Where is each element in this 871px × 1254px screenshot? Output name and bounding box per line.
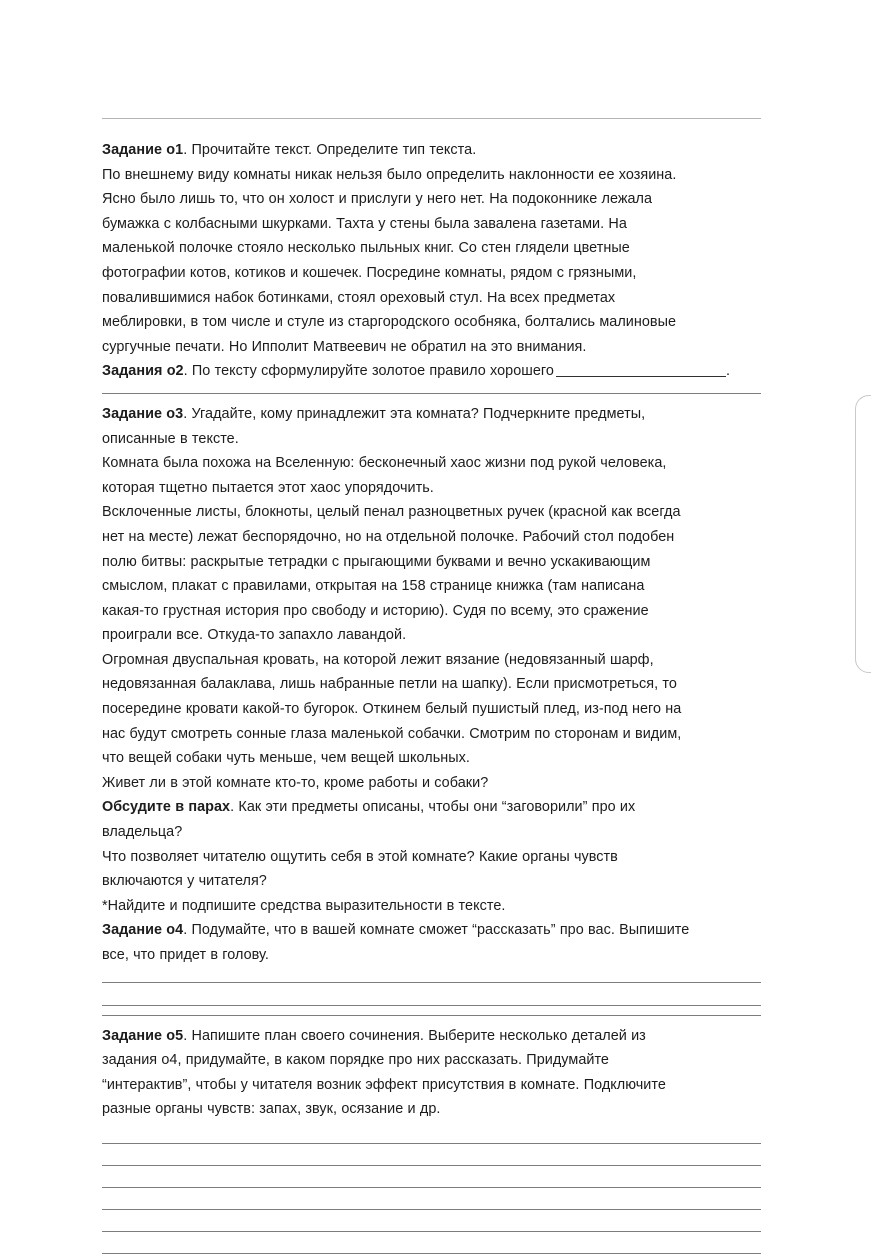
task-3-body-line: полю битвы: раскрытые тетрадки с прыгающими буквами и вечно ускакивающим [102, 553, 651, 570]
task-4-answer-lines [102, 982, 761, 1006]
task-3-body-line: недовязанная балаклава, лишь набранные петли на шапку). Если присмотреться, то [102, 676, 677, 693]
task-1-body-line: маленькой полочке стояло несколько пыльных книг. Со стен глядели цветные [102, 240, 630, 257]
task-3-body-line: которая тщетно пытается этот хаос упорядочить. [102, 479, 434, 496]
task-3-block [102, 402, 761, 796]
task-2-answer-blank[interactable] [556, 376, 726, 377]
task-2-blank-suffix: . [725, 363, 731, 380]
answer-line[interactable] [102, 1143, 761, 1144]
task-1-body-line: бумажка с колбасными шкурками. Тахта у стены была завалена газетами. На [102, 215, 627, 232]
discuss-body-line: *Найдите и подпишите средства выразительности в тексте. [102, 897, 506, 914]
task-2-block [102, 359, 761, 384]
task-1-heading-rest: . Прочитайте текст. Определите тип текста. [183, 142, 477, 158]
task-3-body-line: посередине кровати какой-то бугорок. Откинем белый пушистый плед, из-под него на [102, 701, 682, 718]
task-1-body-line: меблировки, в том числе и стуле из старгородского особняка, болтались малиновые [102, 314, 677, 331]
task-3-body-line: Огромная двуспальная кровать, на которой лежит вязание (недовязанный шарф, [102, 651, 654, 668]
task-3-body-line: нас будут смотреть сонные глаза маленькой собачки. Смотрим по сторонам и видим, [102, 725, 682, 742]
answer-line[interactable] [102, 982, 761, 983]
answer-line[interactable] [102, 1005, 761, 1006]
discuss-block [102, 795, 761, 918]
discuss-heading: Обсудите в парах [102, 799, 231, 816]
task-1-heading: Задание о1 [102, 142, 184, 158]
task-1-block [102, 138, 761, 359]
task-1-body-line: сургучные печати. Но Ипполит Матвеевич не обратил на это внимания. [102, 338, 587, 355]
task-3-heading-rest: . Угадайте, кому принадлежит эта комната? Подчеркните предметы, [183, 405, 646, 422]
task-5-heading-line [102, 1024, 761, 1049]
discuss-heading-rest: . Как эти предметы описаны, чтобы они “заговорили” про их [230, 799, 636, 816]
task-3-body-line: Живет ли в этой комнате кто-то, кроме работы и собаки? [102, 774, 489, 791]
task-5-body-line: разные органы чувств: запах, звук, осязание и др. [102, 1101, 441, 1118]
task-1-body-line: По внешнему виду комнаты никак нельзя было определить наклонности ее хозяина. [102, 166, 677, 183]
task-3-body-line: что вещей собаки чуть меньше, чем вещей школьных. [102, 750, 470, 767]
task-3-body-line: Всклоченные листы, блокноты, целый пенал разноцветных ручек (красной как всегда [102, 504, 681, 521]
task-5-body-line: “интерактив”, чтобы у читателя возник эффект присутствия в комнате. Подключите [102, 1076, 666, 1093]
task-3-heading-line [102, 402, 761, 427]
task-5-answer-lines [102, 1143, 761, 1254]
task-3-body-line: Комната была похожа на Вселенную: бесконечный хаос жизни под рукой человека, [102, 455, 667, 472]
right-edge-panel [855, 395, 871, 673]
task-4-heading: Задание о4 [102, 922, 184, 939]
answer-line[interactable] [102, 1187, 761, 1188]
task-1-heading-line [102, 138, 761, 163]
divider-after-task-4 [102, 1015, 761, 1016]
task-3-body-line: какая-то грустная история про свободу и историю). Судя по всему, это сражение [102, 602, 649, 619]
task-4-body-line: все, что придет в голову. [102, 947, 269, 963]
discuss-body-line: включаются у читателя? [102, 873, 267, 890]
task-3-body-line: проиграли все. Откуда-то запахло лавандой. [102, 627, 407, 644]
task-2-heading: Задания о2 [102, 363, 184, 380]
task-3-body-line: описанные в тексте. [102, 430, 239, 447]
task-4-heading-rest: . Подумайте, что в вашей комнате сможет “рассказать” про вас. Выпишите [183, 922, 690, 939]
answer-line[interactable] [102, 1165, 761, 1166]
task-1-body-line: фотографии котов, котиков и кошечек. Посредине комнаты, рядом с грязными, [102, 264, 637, 281]
task-5-heading: Задание о5 [102, 1027, 184, 1044]
discuss-body-line: Что позволяет читателю ощутить себя в этой комнате? Какие органы чувств [102, 848, 618, 865]
answer-line[interactable] [102, 1209, 761, 1210]
discuss-body-line: владельца? [102, 824, 183, 841]
task-4-block [102, 918, 761, 967]
task-5-block [102, 1024, 761, 1122]
task-3-heading: Задание о3 [102, 405, 184, 422]
task-1-body-line: повалившимися набок ботинками, стоял ореховый стул. На всех предметах [102, 289, 616, 306]
task-5-heading-rest: . Напишите план своего сочинения. Выберите несколько деталей из [183, 1027, 646, 1044]
task-3-body-line: смыслом, плакат с правилами, открытая на 158 странице книжка (там написана [102, 578, 645, 595]
task-1-body-line: Ясно было лишь то, что он холост и прислуги у него нет. На подоконнике лежала [102, 191, 653, 208]
task-2-heading-rest: . По тексту сформулируйте золотое правило хорошего [183, 363, 554, 380]
task-5-body-line: задания о4, придумайте, в каком порядке про них рассказать. Придумайте [102, 1052, 609, 1069]
task-2-heading-line [102, 359, 761, 384]
task-3-body-line: нет на месте) лежат беспорядочно, но на отдельной полочке. Рабочий стол подобен [102, 528, 675, 545]
worksheet-content [102, 118, 761, 1254]
top-divider [102, 118, 761, 119]
divider-after-task-2 [102, 393, 761, 394]
answer-line[interactable] [102, 1231, 761, 1232]
discuss-heading-line [102, 795, 761, 820]
task-4-heading-line [102, 918, 761, 943]
